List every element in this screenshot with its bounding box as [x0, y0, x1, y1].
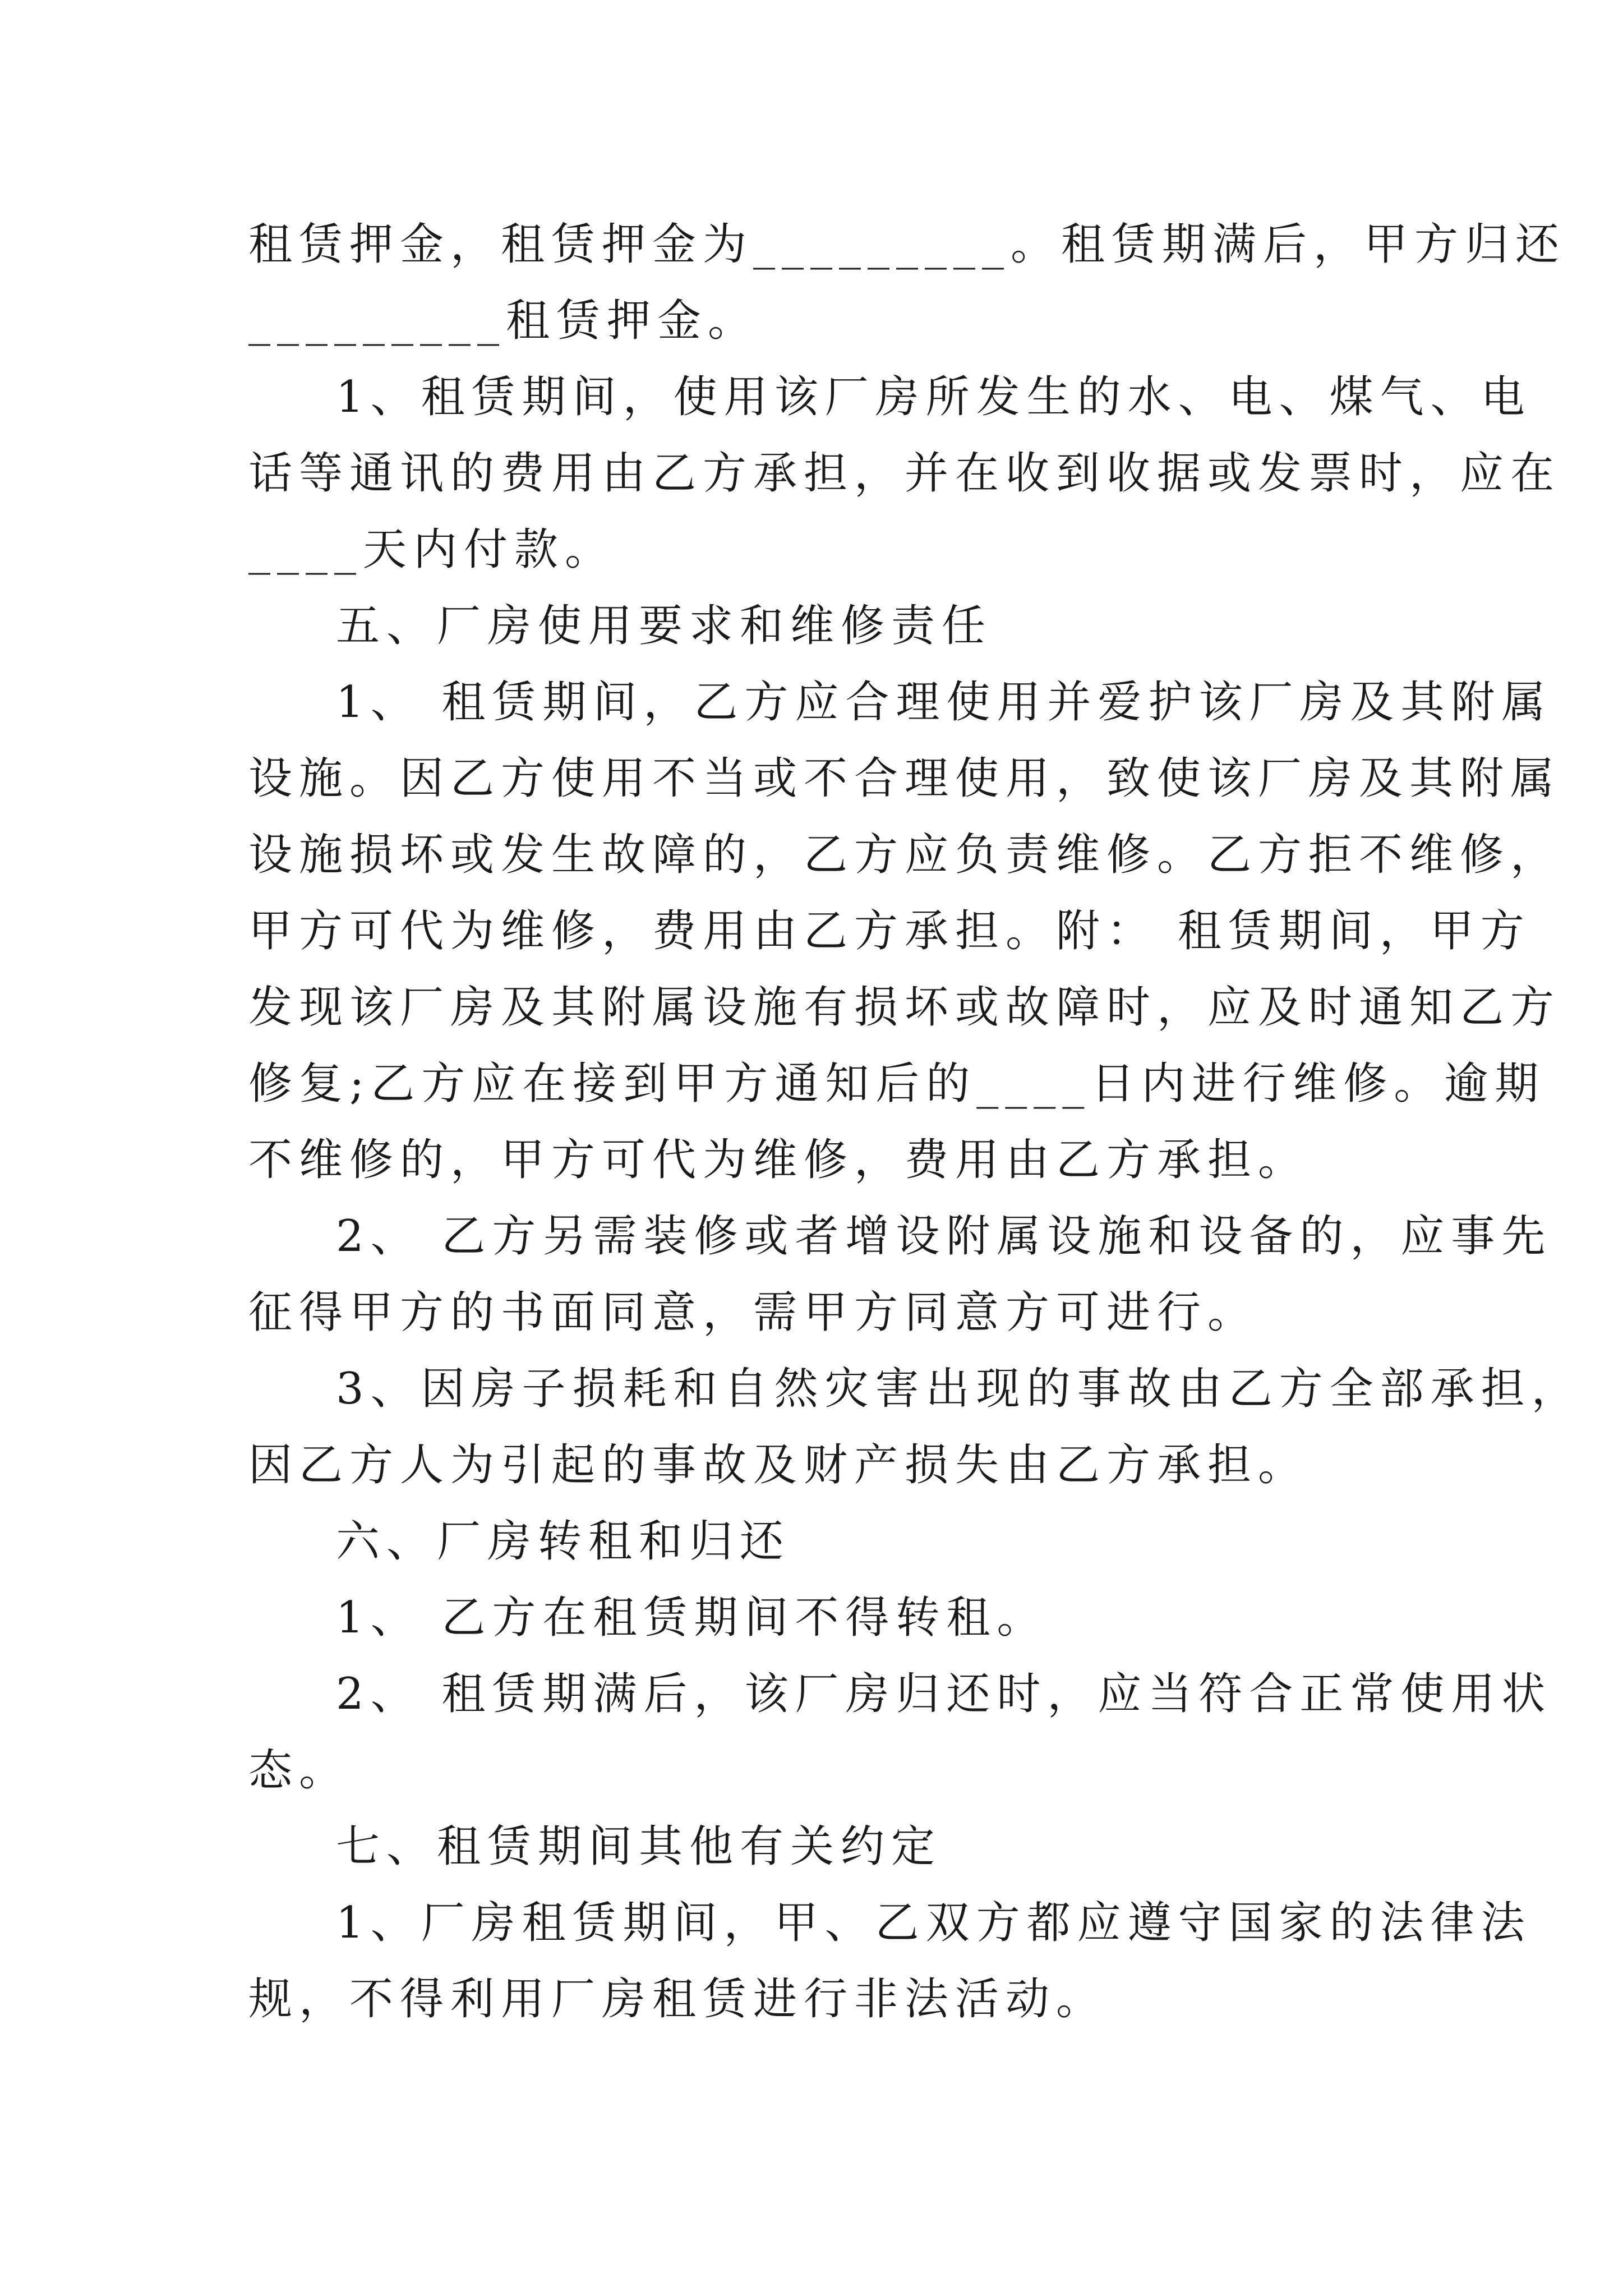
text-line: 设施。因乙方使用不当或不合理使用，致使该厂房及其附属: [248, 753, 1561, 804]
text-line: 1、 租赁期间，乙方应合理使用并爱护该厂房及其附属: [336, 677, 1552, 728]
text-line: 不维修的，甲方可代为维修，费用由乙方承担。: [248, 1135, 1309, 1185]
paragraph-damage-liability: [248, 1351, 1582, 1503]
text-line: ____天内付款。: [248, 524, 616, 575]
text-line: 发现该厂房及其附属设施有损坏或故障时，应及时通知乙方: [248, 982, 1561, 1033]
text-line: 3、因房子损耗和自然灾害出现的事故由乙方全部承担，: [336, 1364, 1582, 1414]
text-line: 因乙方人为引起的事故及财产损失由乙方承担。: [248, 1440, 1309, 1490]
paragraph-utility-fees: [248, 359, 1561, 588]
text-line: 1、租赁期间，使用该厂房所发生的水、电、煤气、电: [336, 372, 1532, 422]
document-body: [248, 206, 1582, 2037]
paragraph-deposit: [248, 206, 1566, 359]
text-line: 态。: [248, 1745, 350, 1796]
text-line: 设施损坏或发生故障的，乙方应负责维修。乙方拒不维修，: [248, 830, 1561, 880]
text-line: 1、 乙方在租赁期间不得转租。: [336, 1593, 1048, 1643]
text-line: 租赁押金，租赁押金为_________。租赁期满后，甲方归还: [248, 219, 1566, 270]
text-line: 规，不得利用厂房租赁进行非法活动。: [248, 1974, 1107, 2024]
text-line: 甲方可代为维修，费用由乙方承担。附： 租赁期间，甲方: [248, 906, 1531, 956]
section-heading-six: [248, 1503, 1393, 1580]
paragraph-no-sublease: [248, 1580, 1393, 1656]
text-line: 2、 乙方另需装修或者增设附属设施和设备的，应事先: [336, 1211, 1552, 1262]
text-line: _________租赁押金。: [248, 296, 759, 346]
text-line: 1、厂房租赁期间，甲、乙双方都应遵守国家的法律法: [336, 1898, 1532, 1948]
text-line: 2、 租赁期满后，该厂房归还时，应当符合正常使用状: [336, 1669, 1552, 1719]
text-line: 话等通讯的费用由乙方承担，并在收到收据或发票时，应在: [248, 448, 1561, 499]
section-heading-five: [248, 588, 1393, 664]
section-heading-seven: [248, 1809, 1393, 1885]
paragraph-maintenance: [248, 664, 1561, 1198]
section-heading: 六、厂房转租和归还: [336, 1516, 791, 1567]
section-heading: 五、厂房使用要求和维修责任: [336, 601, 993, 651]
section-heading: 七、租赁期间其他有关约定: [336, 1821, 942, 1872]
paragraph-renovation: [248, 1198, 1552, 1351]
paragraph-return-condition: [248, 1656, 1552, 1809]
text-line: 征得甲方的书面同意，需甲方同意方可进行。: [248, 1287, 1258, 1338]
text-line: 修复;乙方应在接到甲方通知后的____日内进行维修。逾期: [248, 1059, 1546, 1109]
paragraph-legal-compliance: [248, 1885, 1532, 2037]
